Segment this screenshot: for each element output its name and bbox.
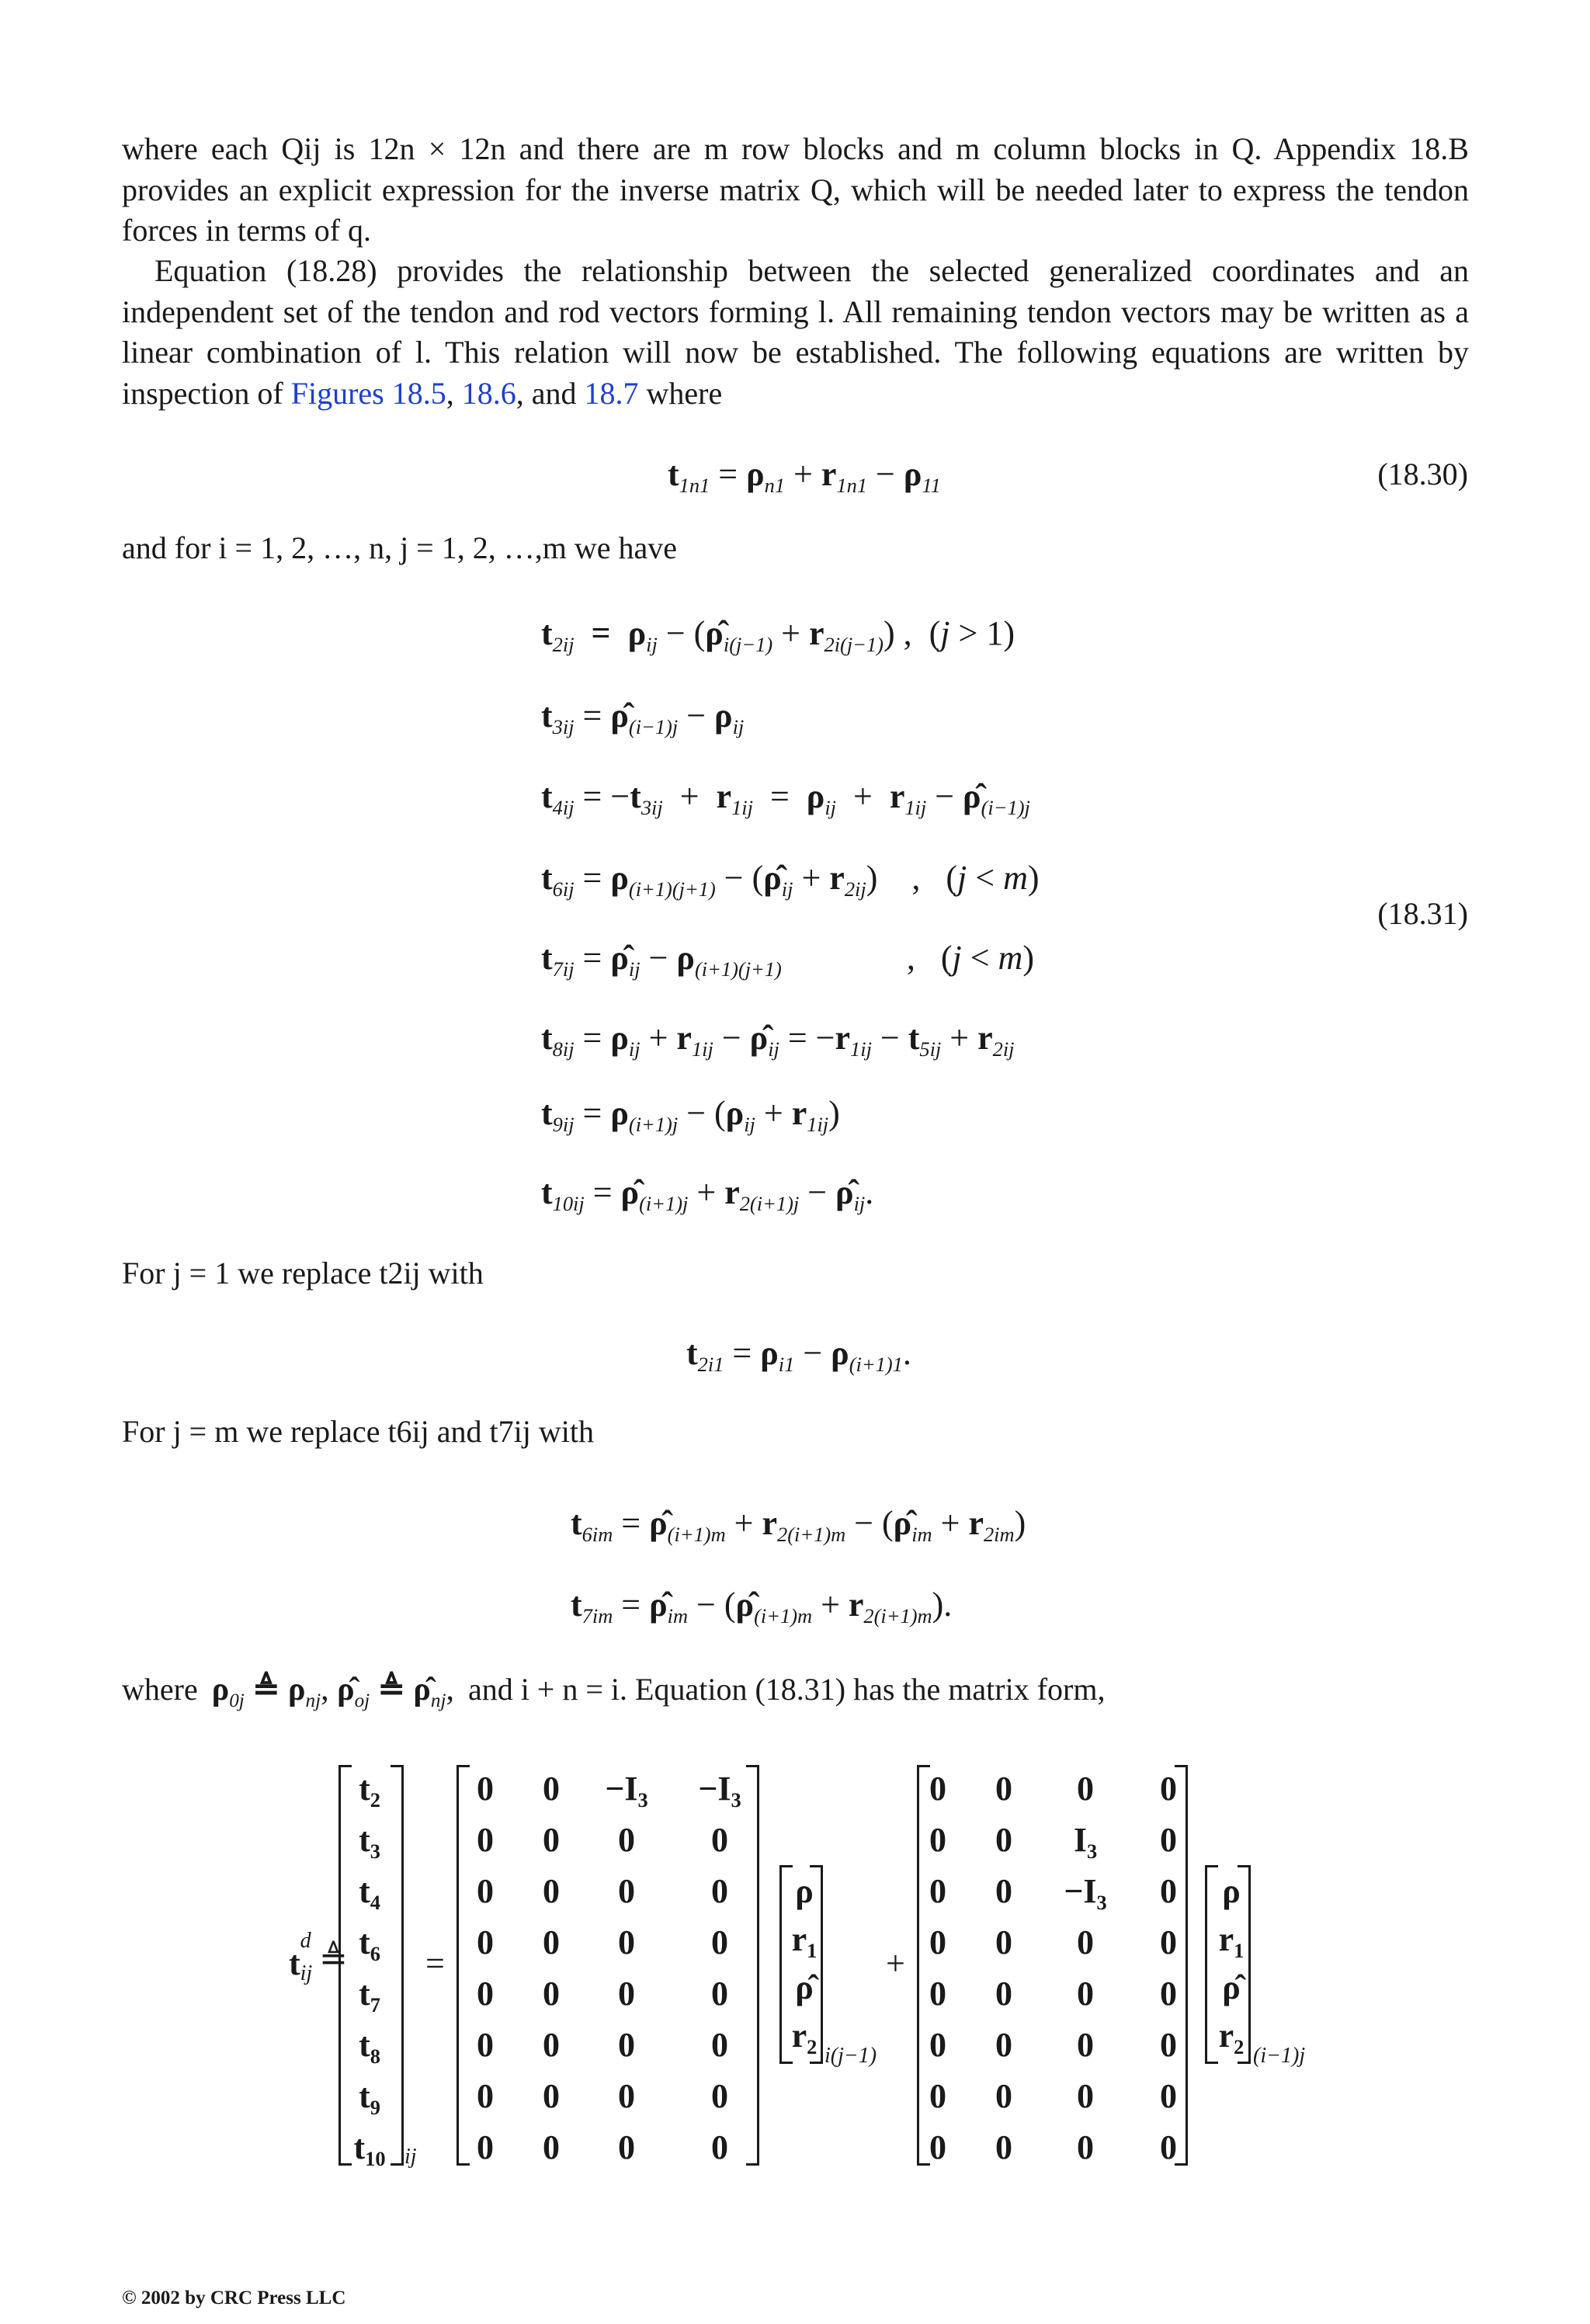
lhs-vector-entry: $t_7$ (359, 1975, 380, 2017)
matrix-b-cell: 0 (1160, 1821, 1177, 1859)
matrix-b-cell: 0 (929, 2026, 946, 2064)
matrix-a-cell: $-I_3$ (698, 1770, 741, 1812)
paragraph-2-separator-and: , and (516, 375, 585, 411)
equals-sign: = (425, 1944, 445, 1982)
matrix-a-cell: 0 (543, 2026, 560, 2064)
paragraph-2-end: where (638, 375, 723, 411)
matrix-b-cell: 0 (1077, 1975, 1094, 2013)
matrix-b-cell: 0 (1077, 1770, 1094, 1808)
matrix-b-cell: $-I_3$ (1064, 1872, 1107, 1915)
matrix-a-cell: 0 (543, 2128, 560, 2166)
lhs-vector-entry: $t_2$ (359, 1770, 380, 1812)
matrix-b-cell: 0 (1160, 1770, 1177, 1808)
lhs-vector-entry: $t_8$ (359, 2026, 380, 2069)
paragraph-2-text: Equation (18.28) provides the relationship between the selected generalized coordinates and an independent set of the tendon and rod vectors forming l. All remaining tendon vectors may be written as a linear combination of l. This relation will now be established. The following equations are written by inspection of (122, 253, 1469, 411)
matrix-b-cell: 0 (929, 1770, 946, 1808)
x-vector-2-entry: ρ̂ (1222, 1968, 1241, 2006)
equation-t9ij: $t_{9ij} = \rho_{(i+1)j} - (\rho_{ij} + r_{1ij})$ (541, 1094, 840, 1137)
paragraph-index-range (122, 528, 1469, 569)
paragraph-3-text: and for i = 1, 2, …, n, j = 1, 2, …,m we have (122, 530, 677, 565)
matrix-a-cell: 0 (618, 2128, 635, 2166)
matrix-b-cell: 0 (1077, 2077, 1094, 2115)
matrix-a-cell: 0 (711, 2128, 728, 2166)
matrix-b-cell: 0 (1077, 2026, 1094, 2064)
matrix-a-cell: 0 (477, 1872, 494, 1910)
x-vector-1-subscript: i(j−1) (825, 2044, 877, 2068)
figure-link-18-5[interactable]: Figures 18.5 (290, 375, 446, 411)
matrix-a-cell: 0 (711, 2026, 728, 2064)
paragraph-j-equals-m (122, 1412, 1469, 1453)
matrix-a-cell: 0 (543, 1975, 560, 2013)
matrix-b-cell: 0 (1160, 2128, 1177, 2166)
matrix-b-cell: 0 (995, 2128, 1012, 2166)
equation-t6ij: $t_{6ij} = \rho_{(i+1)(j+1)}$ − $(\rhô_{ij} + r_{2ij})$ , (j < m) (541, 859, 1040, 901)
paragraph-5-text: For j = m we replace t6ij and t7ij with (122, 1414, 594, 1449)
matrix-b-cell: 0 (995, 2077, 1012, 2115)
lhs-vector-entry: $t_3$ (359, 1821, 380, 1864)
matrix-b-cell: $I_3$ (1073, 1821, 1098, 1864)
matrix-b-cell: 0 (929, 2077, 946, 2115)
matrix-b-cell: 0 (995, 2026, 1012, 2064)
lhs-vector-subscript: ij (404, 2145, 417, 2169)
lhs-subscript: ij (300, 1961, 313, 1985)
x-vector-1-entry: ρ (795, 1872, 814, 1910)
matrix-b-cell: 0 (995, 1770, 1012, 1808)
equation-number-18-30: (18.30) (1377, 457, 1468, 492)
matrix-b-cell: 0 (929, 2128, 946, 2166)
equation-18-30: $t_{1n1} = \rho_{n1} + r_{1n1} - \rho_{11}$ (668, 455, 941, 498)
lhs-vector-entry: $t_4$ (359, 1872, 380, 1915)
lhs-vector-entry: $t_9$ (359, 2077, 380, 2120)
matrix-b-cell: 0 (995, 1872, 1012, 1910)
equation-t2ij: $t_{2ij} = \rho_{ij}$ − $(\rhô_{i(j-1)} + r_{2i(j-1)})$ , (j > 1) (541, 614, 1015, 657)
lhs-vector-entry: $t_{10}$ (353, 2128, 386, 2171)
x-vector-1-entry: $r_2$ (791, 2017, 818, 2059)
figure-link-18-7[interactable]: 18.7 (584, 375, 639, 411)
matrix-a-cell: 0 (618, 1975, 635, 2013)
paragraph-2-separator: , (446, 375, 462, 411)
paragraph-6-suffix: and i + n = i. Equation (18.31) has the matrix form, (467, 1672, 1106, 1707)
paragraph-matrix-form (122, 1669, 1469, 1721)
x-vector-2-entry: $r_1$ (1218, 1920, 1245, 1963)
matrix-b-cell: 0 (929, 1923, 946, 1961)
matrix-a-cell: 0 (711, 1923, 728, 1961)
equation-t6im: $t_{6im}$ = $\rhô_{(i+1)m} + r_{2(i+1)m}$ − $(\rhô_{im} + r_{2im})$ (571, 1504, 1026, 1547)
matrix-a-cell: 0 (477, 1975, 494, 2013)
matrix-b-cell: 0 (929, 1821, 946, 1859)
matrix-a-cell: 0 (618, 1872, 635, 1910)
matrix-a-cell: 0 (618, 2026, 635, 2064)
paragraph-1-text: where each Qij is 12n × 12n and there are m row blocks and m column blocks in Q. Appendix 18.B provides an explicit expression for the inverse matrix Q, which will be needed later to express the tendon forces in terms of q. (122, 131, 1469, 248)
matrix-b-cell: 0 (1077, 2128, 1094, 2166)
lhs-vector-entry: $t_6$ (359, 1923, 380, 1966)
definition-expression: $\rho_{0j}$ ≜ $\rho_{nj}$, $\rhô_{oj}$ ≜ $\rhô_{nj}$, (211, 1672, 454, 1711)
matrix-a-cell: 0 (711, 1821, 728, 1859)
paragraph-6-prefix: where (122, 1672, 198, 1707)
x-vector-1-entry: $r_1$ (791, 1920, 818, 1963)
paragraph-intro (122, 129, 1469, 252)
equation-t8ij: $t_{8ij} = \rho_{ij} + r_{1ij}$ − $\rhô_{ij} = -r_{1ij} - t_{5ij} + r_{2ij}$ (541, 1019, 1015, 1061)
lhs-symbol: t d ij (289, 1929, 313, 1985)
matrix-b-cell: 0 (929, 1872, 946, 1910)
defined-as-symbol: ≜ (319, 1940, 348, 1978)
paragraph-equation-description (122, 251, 1469, 414)
matrix-a-cell: 0 (477, 1923, 494, 1961)
matrix-b-cell: 0 (929, 1975, 946, 2013)
matrix-a-cell: 0 (477, 2077, 494, 2115)
matrix-a-cell: 0 (543, 1923, 560, 1961)
matrix-a-cell: 0 (477, 2026, 494, 2064)
plus-sign: + (886, 1944, 905, 1982)
matrix-a-cell: 0 (543, 2077, 560, 2115)
matrix-a-cell: 0 (477, 2128, 494, 2166)
figure-link-18-6[interactable]: 18.6 (461, 375, 516, 411)
equation-t2i1: $t_{2i1} = \rho_{i1} - \rho_{(i+1)1}$. (686, 1334, 911, 1377)
equation-t4ij: $t_{4ij} = -t_{3ij} + r_{1ij} = \rho_{ij} + r_{1ij}$ − $\rhô_{(i-1)j}$ (541, 777, 1030, 820)
matrix-a-cell: 0 (543, 1770, 560, 1808)
matrix-a-cell: 0 (711, 2077, 728, 2115)
matrix-a-cell: 0 (477, 1821, 494, 1859)
equation-t7im: $t_{7im}$ = $\rhô_{im}$ − $(\rhô_{(i+1)m} + r_{2(i+1)m})$. (571, 1586, 953, 1628)
equation-t10ij: $t_{10ij}$ = $\rhô_{(i+1)j} + r_{2(i+1)j}$ − $\rhô_{ij}$. (541, 1173, 874, 1216)
copyright-footer: © 2002 by CRC Press LLC (122, 2288, 346, 2308)
matrix-a-cell: 0 (477, 1770, 494, 1808)
x-vector-2-entry: ρ (1222, 1872, 1241, 1910)
matrix-b-cell: 0 (1160, 1923, 1177, 1961)
equation-t7ij: $t_{7ij}$ = $\rhô_{ij} - \rho_{(i+1)(j+1)}$ , (j < m) (541, 939, 1034, 981)
equation-number-18-31: (18.31) (1377, 896, 1468, 931)
matrix-b-cell: 0 (1160, 2077, 1177, 2115)
matrix-b-cell: 0 (995, 1821, 1012, 1859)
matrix-a-cell: 0 (618, 1923, 635, 1961)
matrix-b-cell: 0 (995, 1975, 1012, 2013)
matrix-b-cell: 0 (1160, 1872, 1177, 1910)
matrix-b-cell: 0 (1077, 1923, 1094, 1961)
matrix-a-cell: 0 (543, 1821, 560, 1859)
paragraph-4-text: For j = 1 we replace t2ij with (122, 1256, 484, 1291)
matrix-a-cell: 0 (711, 1975, 728, 2013)
matrix-b-cell: 0 (1160, 2026, 1177, 2064)
matrix-b-cell: 0 (1160, 1975, 1177, 2013)
matrix-a-cell: 0 (618, 2077, 635, 2115)
x-vector-2-subscript: (i−1)j (1253, 2044, 1306, 2068)
matrix-a-cell: 0 (543, 1872, 560, 1910)
x-vector-2-entry: $r_2$ (1218, 2017, 1245, 2059)
matrix-a-cell: 0 (711, 1872, 728, 1910)
equation-t3ij: $t_{3ij}$ = $\rhô_{(i-1)j} - \rho_{ij}$ (541, 697, 745, 739)
lhs-label: t (289, 1944, 300, 1982)
x-vector-1-entry: ρ̂ (795, 1968, 814, 2006)
matrix-b-cell: 0 (995, 1923, 1012, 1961)
paragraph-j-equals-1 (122, 1253, 1469, 1294)
matrix-a-cell: 0 (618, 1821, 635, 1859)
matrix-a-cell: $-I_3$ (605, 1770, 648, 1812)
